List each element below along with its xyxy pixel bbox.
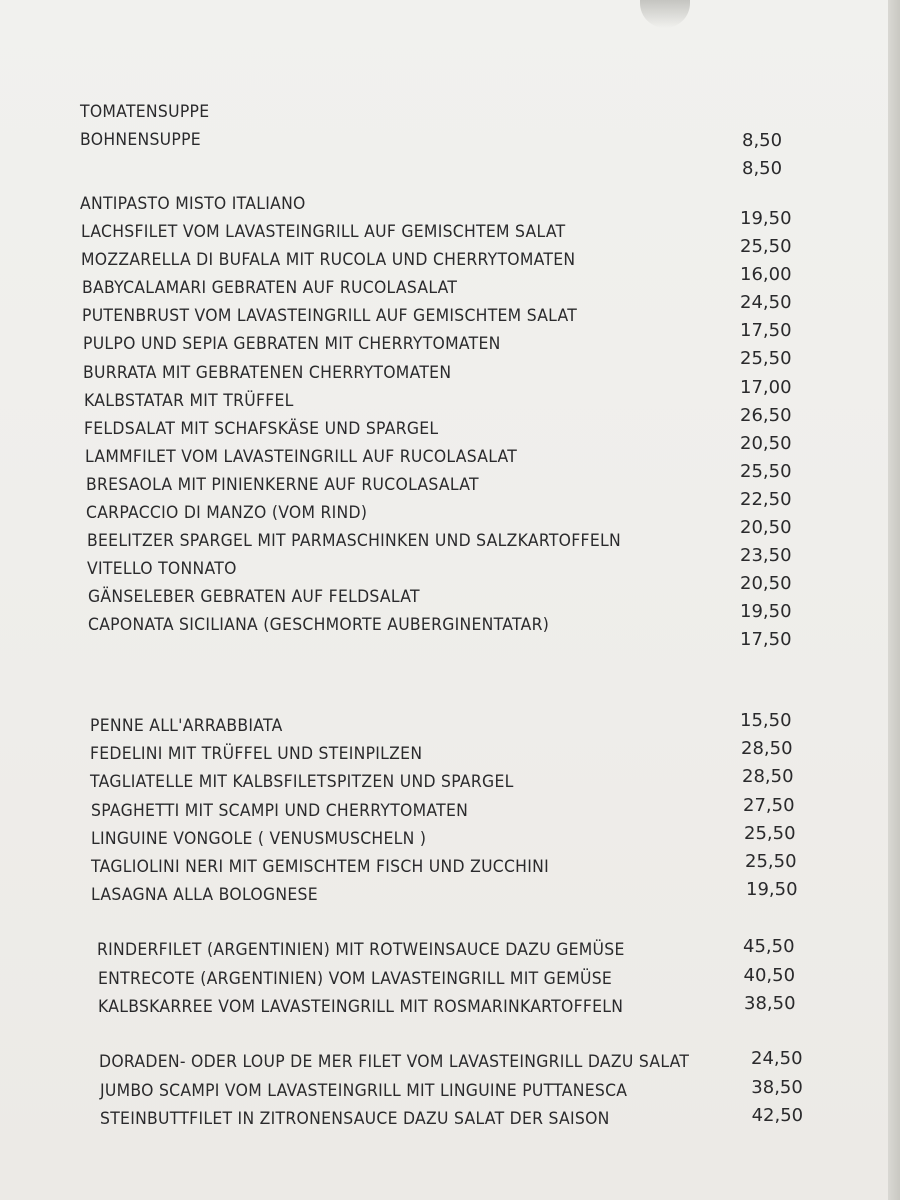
menu-item-price: 25,50 [740, 236, 792, 258]
menu-item-name: PENNE ALL'ARRABBIATA [90, 716, 283, 736]
menu-item-price: 26,50 [740, 404, 792, 426]
menu-item [0, 503, 900, 539]
menu-item-price: 22,50 [740, 488, 792, 510]
menu-item-price: 19,50 [740, 601, 792, 623]
menu-item-price: 17,50 [740, 320, 792, 342]
menu-item-price: 20,50 [740, 517, 792, 539]
menu-item [0, 130, 900, 158]
menu-item [0, 158, 900, 186]
menu-item-price: 25,50 [740, 348, 792, 370]
menu-item [0, 306, 900, 342]
menu-item-name: SPAGHETTI MIT SCAMPI UND CHERRYTOMATEN [90, 800, 468, 821]
menu-item-price: 23,50 [740, 545, 792, 567]
menu-item [0, 194, 900, 229]
menu-item-price: 25,50 [745, 850, 797, 872]
menu-item [0, 334, 900, 370]
menu-item-price: 42,50 [751, 1105, 804, 1126]
menu-item-price: 45,50 [743, 936, 795, 957]
menu-section-antipasti [0, 194, 900, 651]
menu-item-name: CARPACCIO DI MANZO (VOM RIND) [86, 503, 368, 524]
menu-item-price: 27,50 [743, 794, 795, 816]
menu-item-price: 38,50 [744, 993, 796, 1014]
menu-item-price: 40,50 [743, 964, 796, 986]
menu-item-name: BEELITZER SPARGEL MIT PARMASCHINKEN UND SALZKARTOFFELN [86, 531, 621, 552]
menu-item-price: 24,50 [751, 1048, 803, 1069]
menu-item-name: TAGLIATELLE MIT KALBSFILETSPITZEN UND SPARGEL [90, 772, 514, 793]
menu-item-price: 28,50 [741, 738, 793, 760]
menu-item-name: KALBSTATAR MIT TRÜFFEL [83, 390, 294, 411]
menu-item [0, 559, 900, 595]
menu-item-price: 24,50 [740, 292, 792, 314]
menu-item-name: PUTENBRUST VOM LAVASTEINGRILL AUF GEMISCHTEM SALAT [82, 306, 578, 327]
menu-item-price: 25,50 [740, 460, 792, 482]
menu-item-name: GÄNSELEBER GEBRATEN AUF FELDSALAT [87, 587, 420, 608]
menu-item [0, 222, 900, 258]
menu-item-name: LAMMFILET VOM LAVASTEINGRILL AUF RUCOLASALAT [84, 446, 518, 467]
menu-item-name: JUMBO SCAMPI VOM LAVASTEINGRILL MIT LINGUINE PUTTANESCA [99, 1080, 627, 1101]
menu-item [0, 587, 900, 623]
menu-item-name: LINGUINE VONGOLE ( VENUSMUSCHELN ) [90, 828, 427, 849]
menu-item-price: 38,50 [751, 1076, 803, 1098]
menu-item-price: 17,00 [740, 376, 792, 398]
menu-section-pasta [0, 710, 900, 913]
menu-item [0, 418, 900, 454]
menu-item-price: 28,50 [742, 766, 794, 788]
menu-item [0, 278, 900, 314]
menu-item-name: RINDERFILET (ARGENTINIEN) MIT ROTWEINSAUCE DAZU GEMÜSE [97, 940, 625, 960]
menu-item [0, 615, 900, 651]
menu-item-name: BABYCALAMARI GEBRATEN AUF RUCOLASALAT [81, 278, 457, 299]
menu-section-fish [0, 1048, 900, 1138]
menu-item [0, 250, 900, 286]
menu-item [0, 993, 900, 1026]
menu-item [0, 390, 900, 426]
menu-item-name: LACHSFILET VOM LAVASTEINGRILL AUF GEMISCHTEM SALAT [80, 222, 565, 243]
menu-item-name: STEINBUTTFILET IN ZITRONENSAUCE DAZU SALAT DER SAISON [100, 1109, 610, 1129]
menu-item-name: MOZZARELLA DI BUFALA MIT RUCOLA UND CHERRYTOMATEN [81, 250, 576, 271]
menu-item-name: KALBSKARREE VOM LAVASTEINGRILL MIT ROSMARINKARTOFFELN [98, 997, 624, 1017]
menu-item-name: LASAGNA ALLA BOLOGNESE [91, 885, 319, 906]
menu-item-name: BOHNENSUPPE [80, 130, 201, 150]
menu-item-price: 16,00 [740, 264, 792, 286]
menu-item [0, 531, 900, 567]
menu-item-price: 20,50 [740, 573, 792, 595]
menu-section-soups [0, 102, 900, 186]
menu-item-name: ANTIPASTO MISTO ITALIANO [80, 194, 306, 214]
menu-item [0, 879, 900, 913]
menu-item-name: VITELLO TONNATO [87, 559, 237, 580]
menu-item [0, 1105, 900, 1138]
menu-item-price: 8,50 [742, 158, 783, 179]
menu-item [0, 362, 900, 398]
menu-item [0, 446, 900, 482]
menu-item-name: FELDSALAT MIT SCHAFSKÄSE UND SPARGEL [84, 418, 439, 439]
menu-item-price: 15,50 [740, 710, 792, 731]
menu-item-price: 19,50 [746, 879, 798, 901]
menu-section-main-courses [0, 936, 900, 1026]
menu-item-name: BURRATA MIT GEBRATENEN CHERRYTOMATEN [83, 362, 452, 383]
menu-item-name: FEDELINI MIT TRÜFFEL UND STEINPILZEN [90, 744, 423, 765]
menu-item-name: CAPONATA SICILIANA (GESCHMORTE AUBERGINENTATAR) [88, 615, 550, 636]
menu-item-price: 19,50 [740, 208, 792, 229]
menu-item-price: 17,50 [740, 629, 792, 651]
menu-item-price: 8,50 [742, 130, 783, 151]
menu-item-price: 25,50 [744, 822, 796, 844]
menu-item-name: DORADEN- ODER LOUP DE MER FILET VOM LAVASTEINGRILL DAZU SALAT [99, 1052, 690, 1072]
menu-item-name: TOMATENSUPPE [80, 102, 210, 122]
menu-item-name: ENTRECOTE (ARGENTINIEN) VOM LAVASTEINGRILL MIT GEMÜSE [97, 968, 612, 989]
menu-item-price: 20,50 [740, 432, 792, 454]
menu-item [0, 102, 900, 130]
menu-item-name: BRESAOLA MIT PINIENKERNE AUF RUCOLASALAT [85, 474, 479, 495]
menu-item-name: PULPO UND SEPIA GEBRATEN MIT CHERRYTOMATEN [82, 334, 501, 355]
menu-item [0, 474, 900, 510]
menu-item-name: TAGLIOLINI NERI MIT GEMISCHTEM FISCH UND ZUCCHINI [91, 856, 549, 877]
